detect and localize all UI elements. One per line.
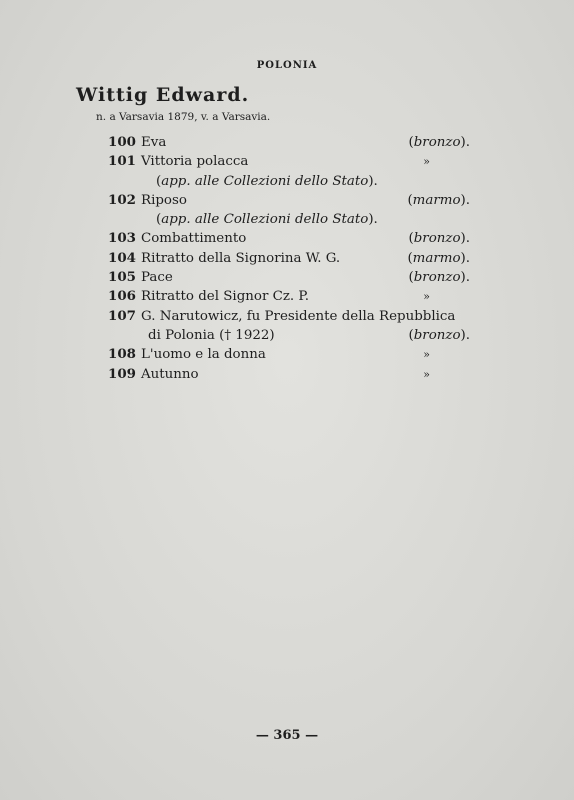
catalog-entry — [108, 133, 470, 152]
entry-number: 108 — [108, 346, 136, 363]
catalog-entry — [108, 307, 470, 326]
entry-material: (bronzo). — [408, 231, 470, 247]
entry-title: G. Narutowicz, fu Presidente della Repubblica — [141, 308, 456, 324]
catalog-entry — [108, 229, 470, 248]
entry-material: (marmo). — [407, 250, 470, 266]
entry-number: 100 — [108, 134, 136, 150]
entry-title: Riposo — [141, 192, 187, 208]
entry-note: (app. alle Collezioni dello Stato). — [156, 173, 378, 189]
entry-number: 101 — [108, 153, 136, 170]
entry-number: 103 — [108, 230, 136, 247]
entry-material: (bronzo). — [408, 270, 470, 286]
entry-number: 109 — [108, 365, 136, 382]
entry-title: Autunno — [141, 366, 199, 382]
ditto-mark: » — [423, 290, 430, 304]
entry-number: 107 — [108, 307, 136, 324]
entry-note: (app. alle Collezioni dello Stato). — [156, 212, 378, 228]
entry-title: Ritratto della Signorina W. G. — [141, 250, 341, 266]
entry-list — [108, 133, 470, 384]
entry-title: Vittoria polacca — [141, 154, 249, 170]
catalog-entry — [108, 191, 470, 210]
catalog-entry — [108, 345, 470, 364]
catalog-entry — [108, 249, 470, 268]
author-name: Wittig Edward. — [76, 84, 250, 106]
catalog-entry — [108, 287, 470, 306]
entry-note-line — [108, 172, 470, 191]
page-number: — 365 — — [255, 728, 319, 743]
entry-title: Ritratto del Signor Cz. P. — [141, 289, 309, 305]
author-bio: n. a Varsavia 1879, v. a Varsavia. — [96, 111, 271, 123]
entry-title-continuation: di Polonia († 1922) — [148, 327, 275, 343]
entry-title: Pace — [141, 270, 173, 286]
entry-material: (bronzo). — [408, 327, 470, 343]
ditto-mark: » — [423, 367, 430, 381]
entry-number: 105 — [108, 269, 136, 286]
catalog-entry — [108, 268, 470, 287]
entry-title: Combattimento — [141, 231, 247, 247]
entry-number: 102 — [108, 191, 136, 208]
entry-continuation-line — [108, 326, 470, 345]
entry-number: 106 — [108, 288, 136, 305]
ditto-mark: » — [423, 155, 430, 169]
entry-title: L'uomo e la donna — [141, 347, 266, 363]
entry-title: Eva — [141, 135, 167, 150]
entry-material: (marmo). — [407, 192, 470, 208]
entry-material: (bronzo). — [408, 135, 470, 150]
catalog-entry — [108, 152, 470, 171]
section-header: POLONIA — [256, 60, 318, 71]
catalog-entry — [108, 365, 470, 384]
ditto-mark: » — [423, 348, 430, 362]
entry-note-line — [108, 210, 470, 229]
entry-number: 104 — [108, 249, 136, 266]
